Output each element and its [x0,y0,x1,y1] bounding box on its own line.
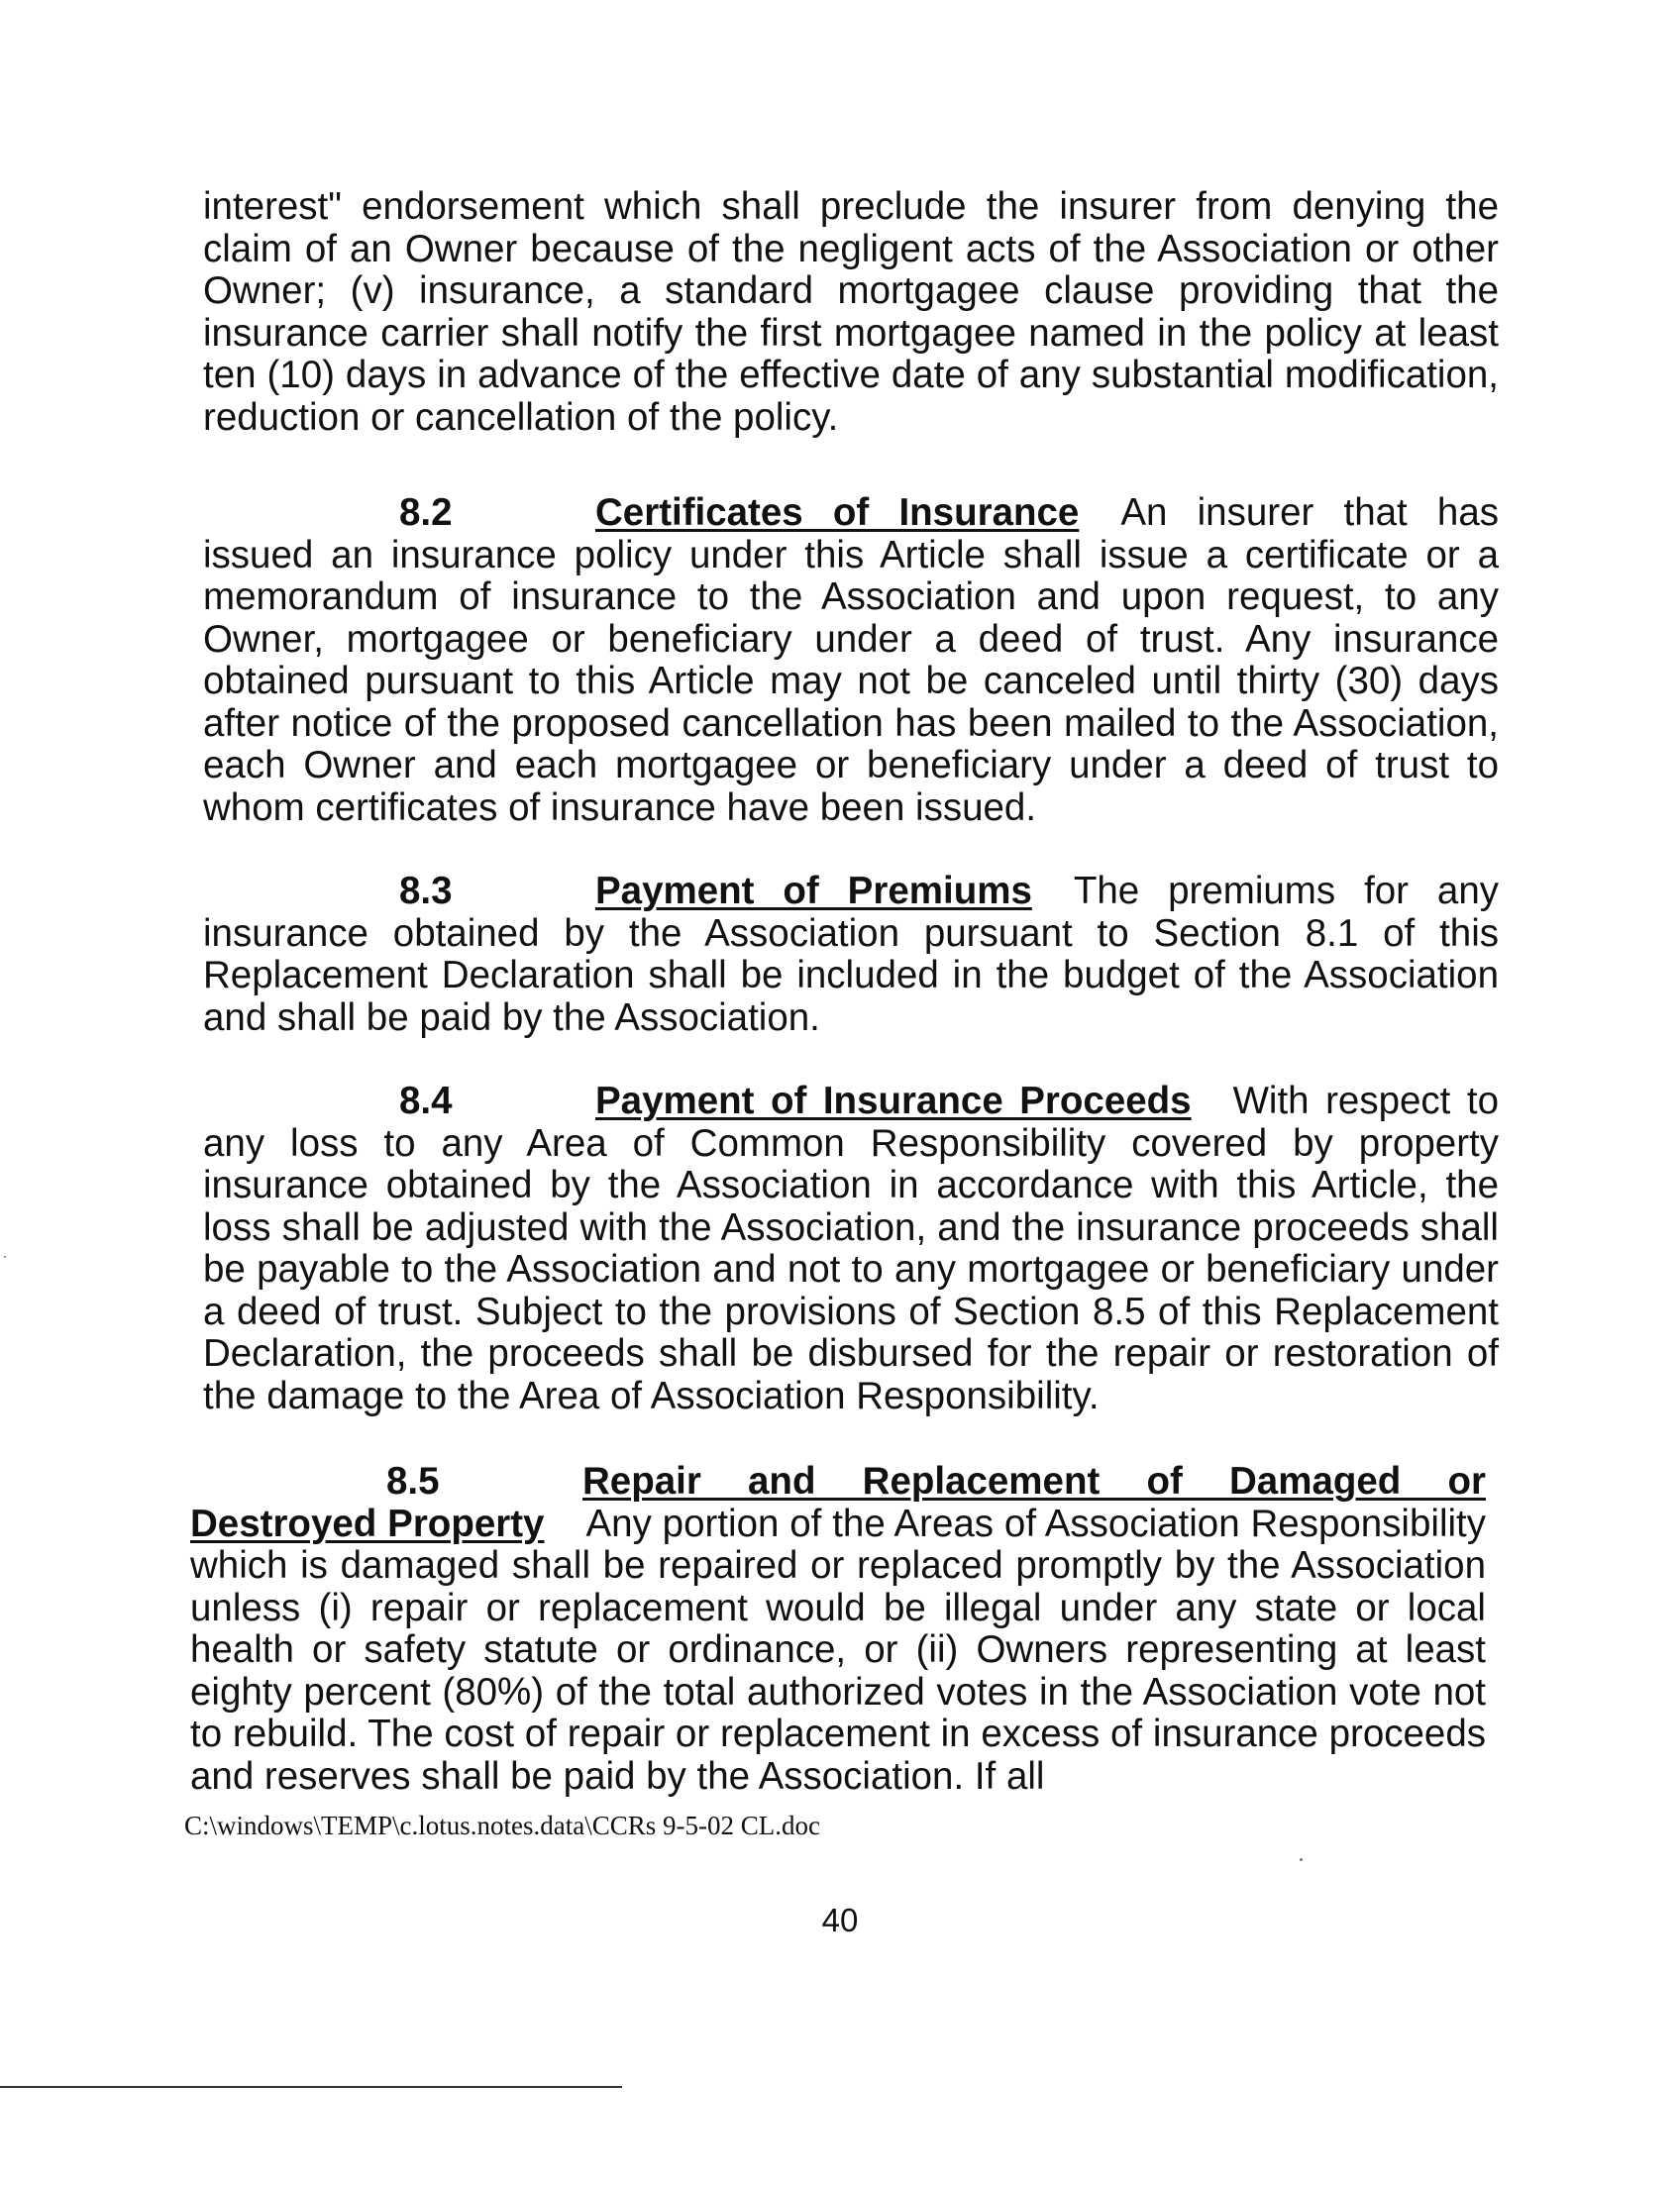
section-8-2 [203,492,1499,829]
file-path: C:\windows\TEMP\c.lotus.notes.data\CCRs 9-5-02 CL.doc [184,1811,820,1840]
section-body: With respect to any loss to any Area of Common Responsibility covered by property insurance obtained by the Association in accordance with this Article, the loss shall be adjusted with the Association, and the insurance proceeds shall be payable to the Association and not to any mortgagee or beneficiary under a deed of trust. Subject to the provisions of Section 8.5 of this Replacement Declaration, the proceeds shall be disbursed for the repair or restoration of the damage to the Area of Association Responsibility. [203,1080,1499,1417]
section-number: 8.3 [399,870,453,912]
scan-speck [4,1256,6,1258]
section-title: Payment of Insurance Proceeds [595,1080,1192,1122]
section-body: Any portion of the Areas of Association Responsibility which is damaged shall be repaired or replaced promptly by the Association unless (i) repair or replacement would be illegal under any state or local health or safety statute or ordinance, or (ii) Owners representing at least eighty percent (80%) of the total authorized votes in the Association vote not to rebuild. The cost of repair or replacement in excess of insurance proceeds and reserves shall be paid by the Association. If all [190,1502,1487,1798]
section-number: 8.4 [399,1080,453,1122]
section-body: An insurer that has issued an insurance policy under this Article shall issue a certificate or a memorandum of insurance to the Association and upon request, to any Owner, mortgagee or beneficiary under a deed of trust. Any insurance obtained pursuant to this Article may not be canceled until thirty (30) days after notice of the proposed cancellation has been mailed to the Association, each Owner and each mortgagee or beneficiary under a deed of trust to whom certificates of insurance have been issued. [203,491,1499,829]
section-body: The premiums for any insurance obtained by the Association pursuant to Section 8.1 of this Replacement Declaration shall be included in the budget of the Association and shall be paid by the Association. [203,870,1499,1039]
section-number: 8.5 [386,1460,440,1503]
footer-rule [0,2086,622,2088]
section-8-4 [203,1081,1499,1417]
page-number: 40 [821,1902,859,1938]
section-title: Certificates of Insurance [595,491,1080,534]
section-title: Repair and Replacement of Damaged or Destroyed Property [190,1460,1486,1545]
section-number: 8.2 [399,491,453,534]
scan-speck [1300,1858,1303,1861]
section-8-3 [203,871,1499,1039]
section-8-5 [190,1461,1486,1798]
section-title: Payment of Premiums [595,870,1032,912]
paragraph-intro: interest" endorsement which shall preclude the insurer from denying the claim of an Owner because of the negligent acts of the Association or other Owner; (v) insurance, a standard mortgagee clause providing that the insurance carrier shall notify the first mortgagee named in the policy at least ten (10) days in advance of the effective date of any substantial modification, reduction or cancellation of the policy. [203,185,1499,439]
